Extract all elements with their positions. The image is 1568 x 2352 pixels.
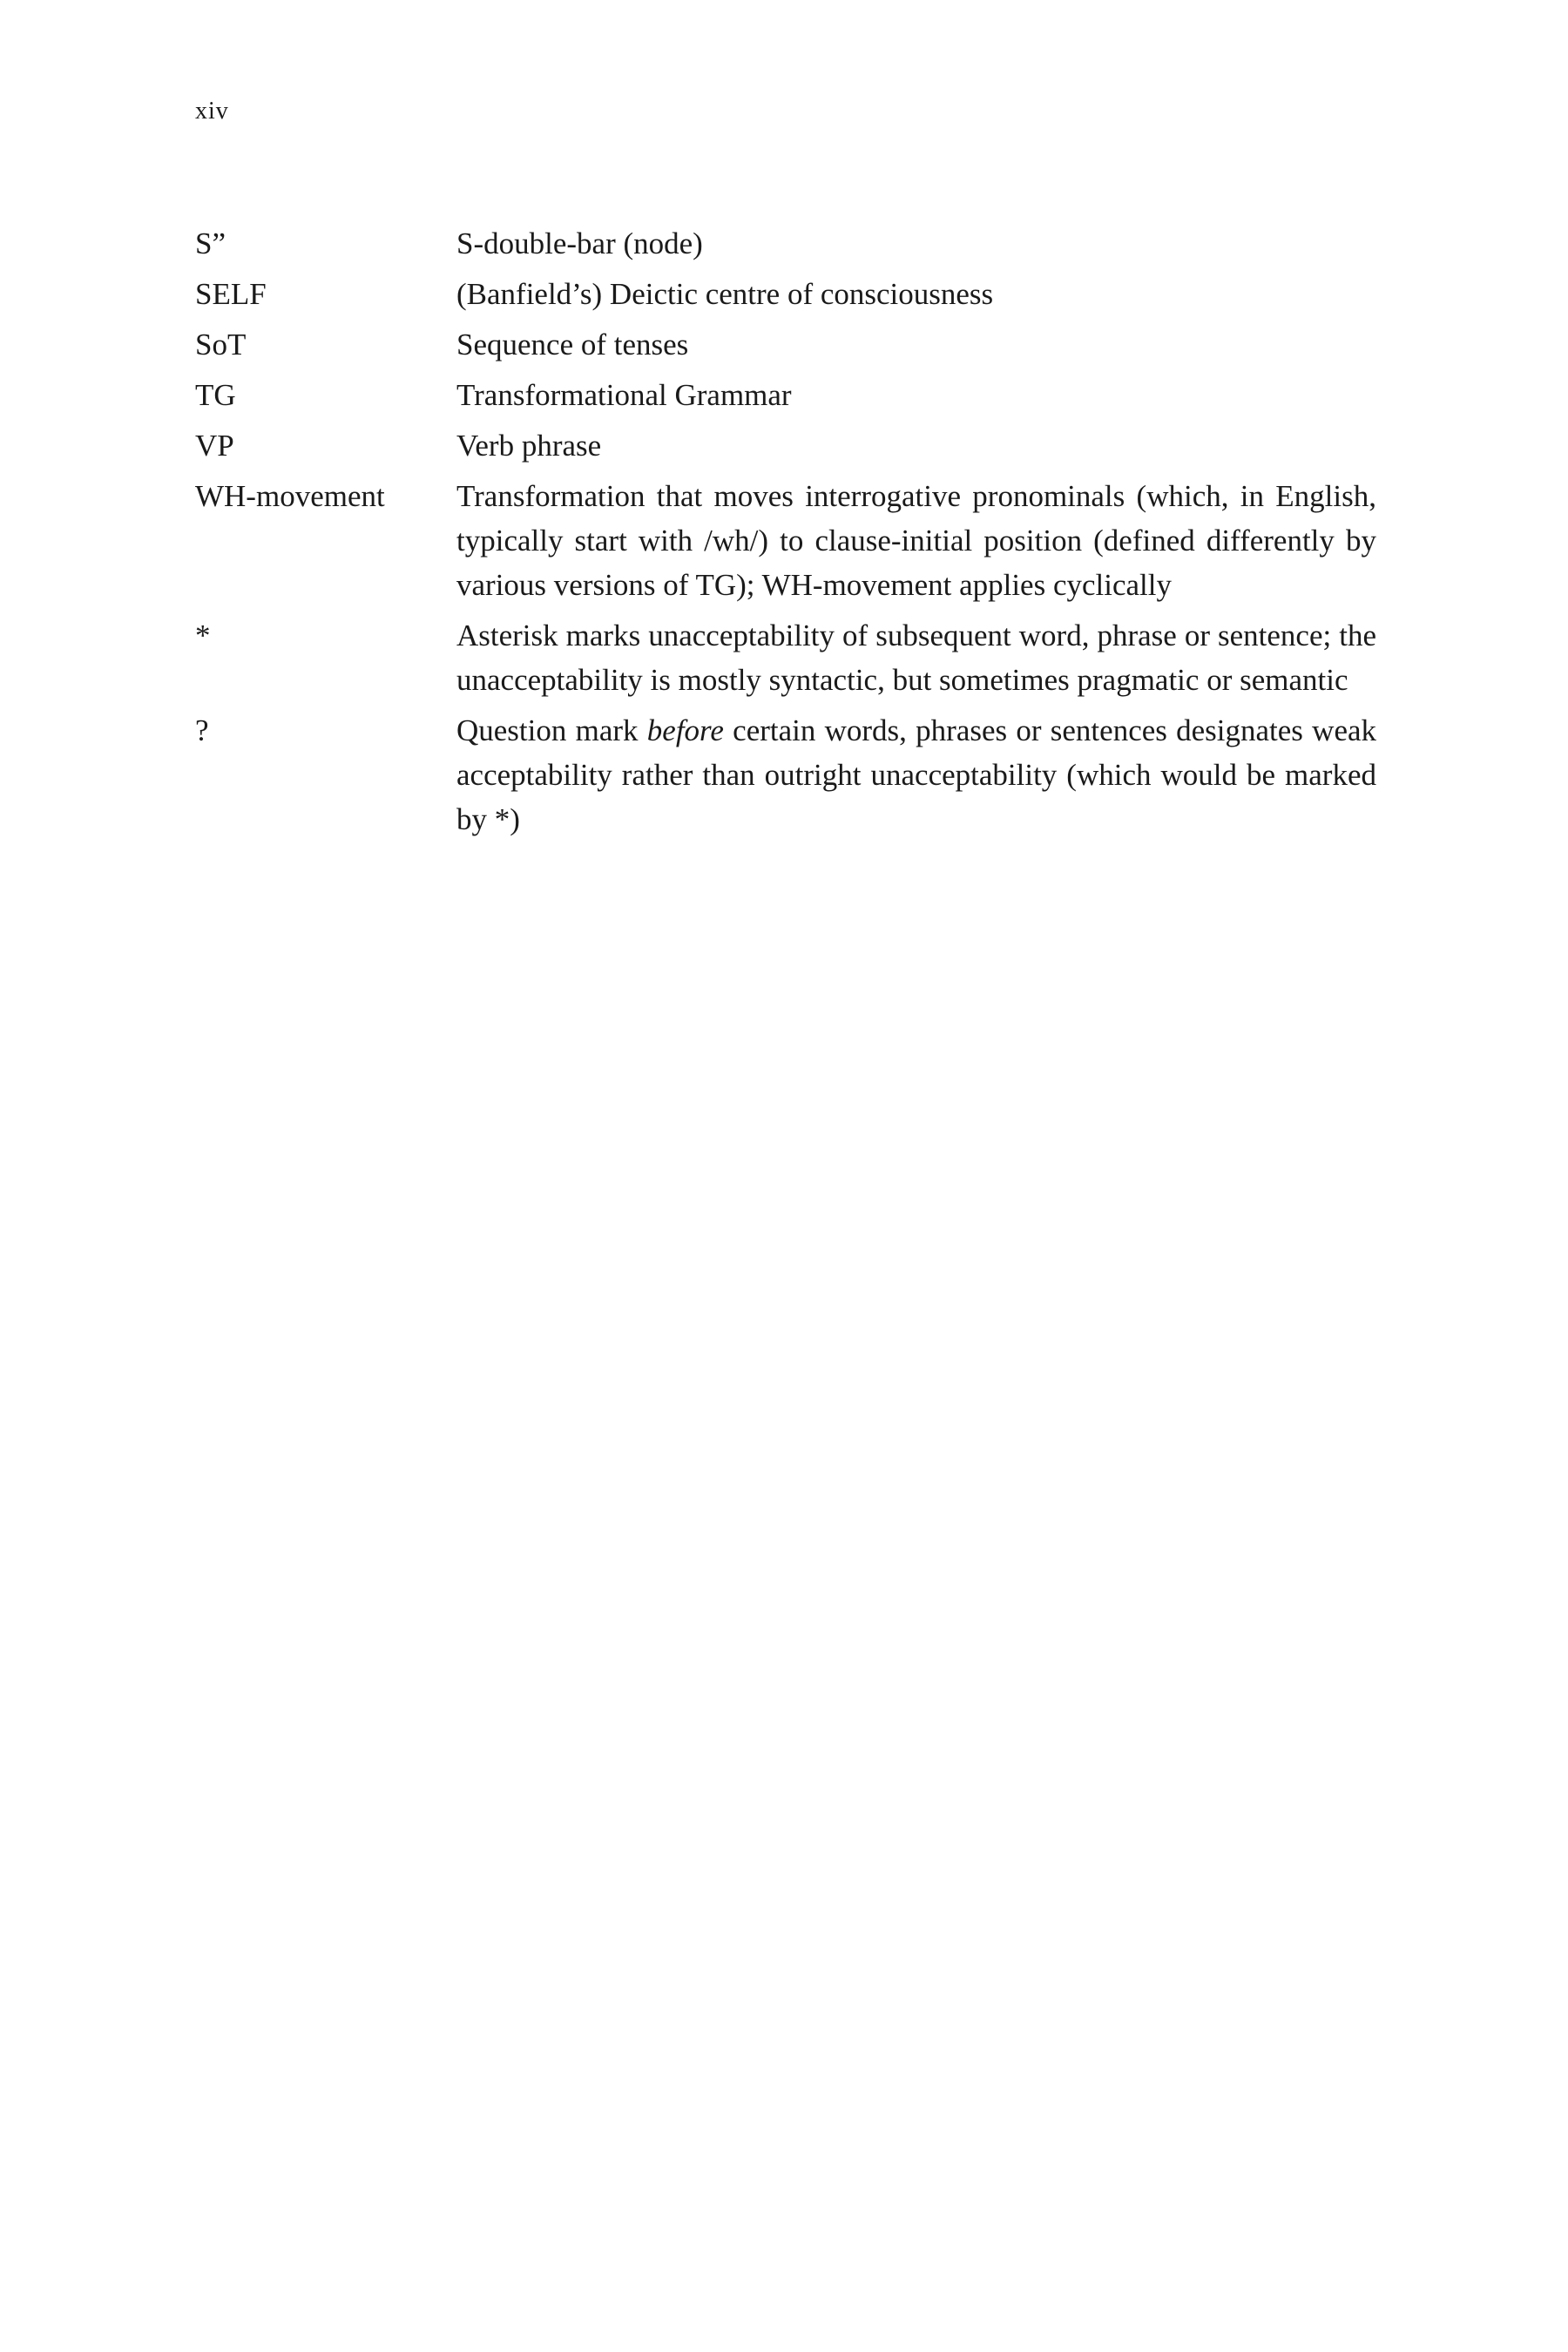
abbreviation-row [195, 221, 1376, 266]
definition-text: Question mark [456, 713, 647, 747]
abbreviation-term: WH-movement [195, 479, 385, 513]
abbreviation-definition: Sequence of tenses [456, 328, 689, 362]
abbreviation-row [195, 708, 1376, 841]
abbreviation-definition [456, 708, 1376, 841]
abbreviation-term: TG [195, 378, 236, 412]
abbreviation-definition: Transformational Grammar [456, 378, 792, 412]
page-number: xiv [195, 98, 229, 125]
abbreviation-definition: S-double-bar (node) [456, 226, 703, 260]
abbreviation-term: SELF [195, 277, 267, 311]
abbreviation-term: SoT [195, 328, 247, 362]
abbreviation-list [195, 221, 1376, 848]
definition-text: certain words, phrases or sentences designates weak acceptability rather than outright unacceptability (which would be marked by *) [456, 713, 1377, 836]
abbreviation-definition: Transformation that moves interrogative pronominals (which, in English, typically start with /wh/) to clause-initial position (defined differently by various versions of TG); WH-movement applies cyclically [456, 479, 1376, 602]
abbreviation-term: ? [195, 713, 209, 747]
abbreviation-row [195, 373, 1376, 417]
abbreviation-row [195, 272, 1376, 316]
abbreviation-definition: Verb phrase [456, 429, 602, 463]
abbreviation-term: VP [195, 429, 234, 463]
abbreviation-definition: (Banfield’s) Deictic centre of consciousness [456, 277, 994, 311]
abbreviation-definition: Asterisk marks unacceptability of subsequent word, phrase or sentence; the unacceptability is mostly syntactic, but sometimes pragmatic or semantic [456, 618, 1376, 697]
abbreviation-row [195, 322, 1376, 367]
abbreviation-row [195, 474, 1376, 607]
abbreviation-term: * [195, 618, 211, 652]
abbreviation-row [195, 613, 1376, 702]
abbreviation-term: S” [195, 226, 226, 260]
abbreviation-row [195, 423, 1376, 468]
definition-emphasis: before [646, 713, 724, 747]
